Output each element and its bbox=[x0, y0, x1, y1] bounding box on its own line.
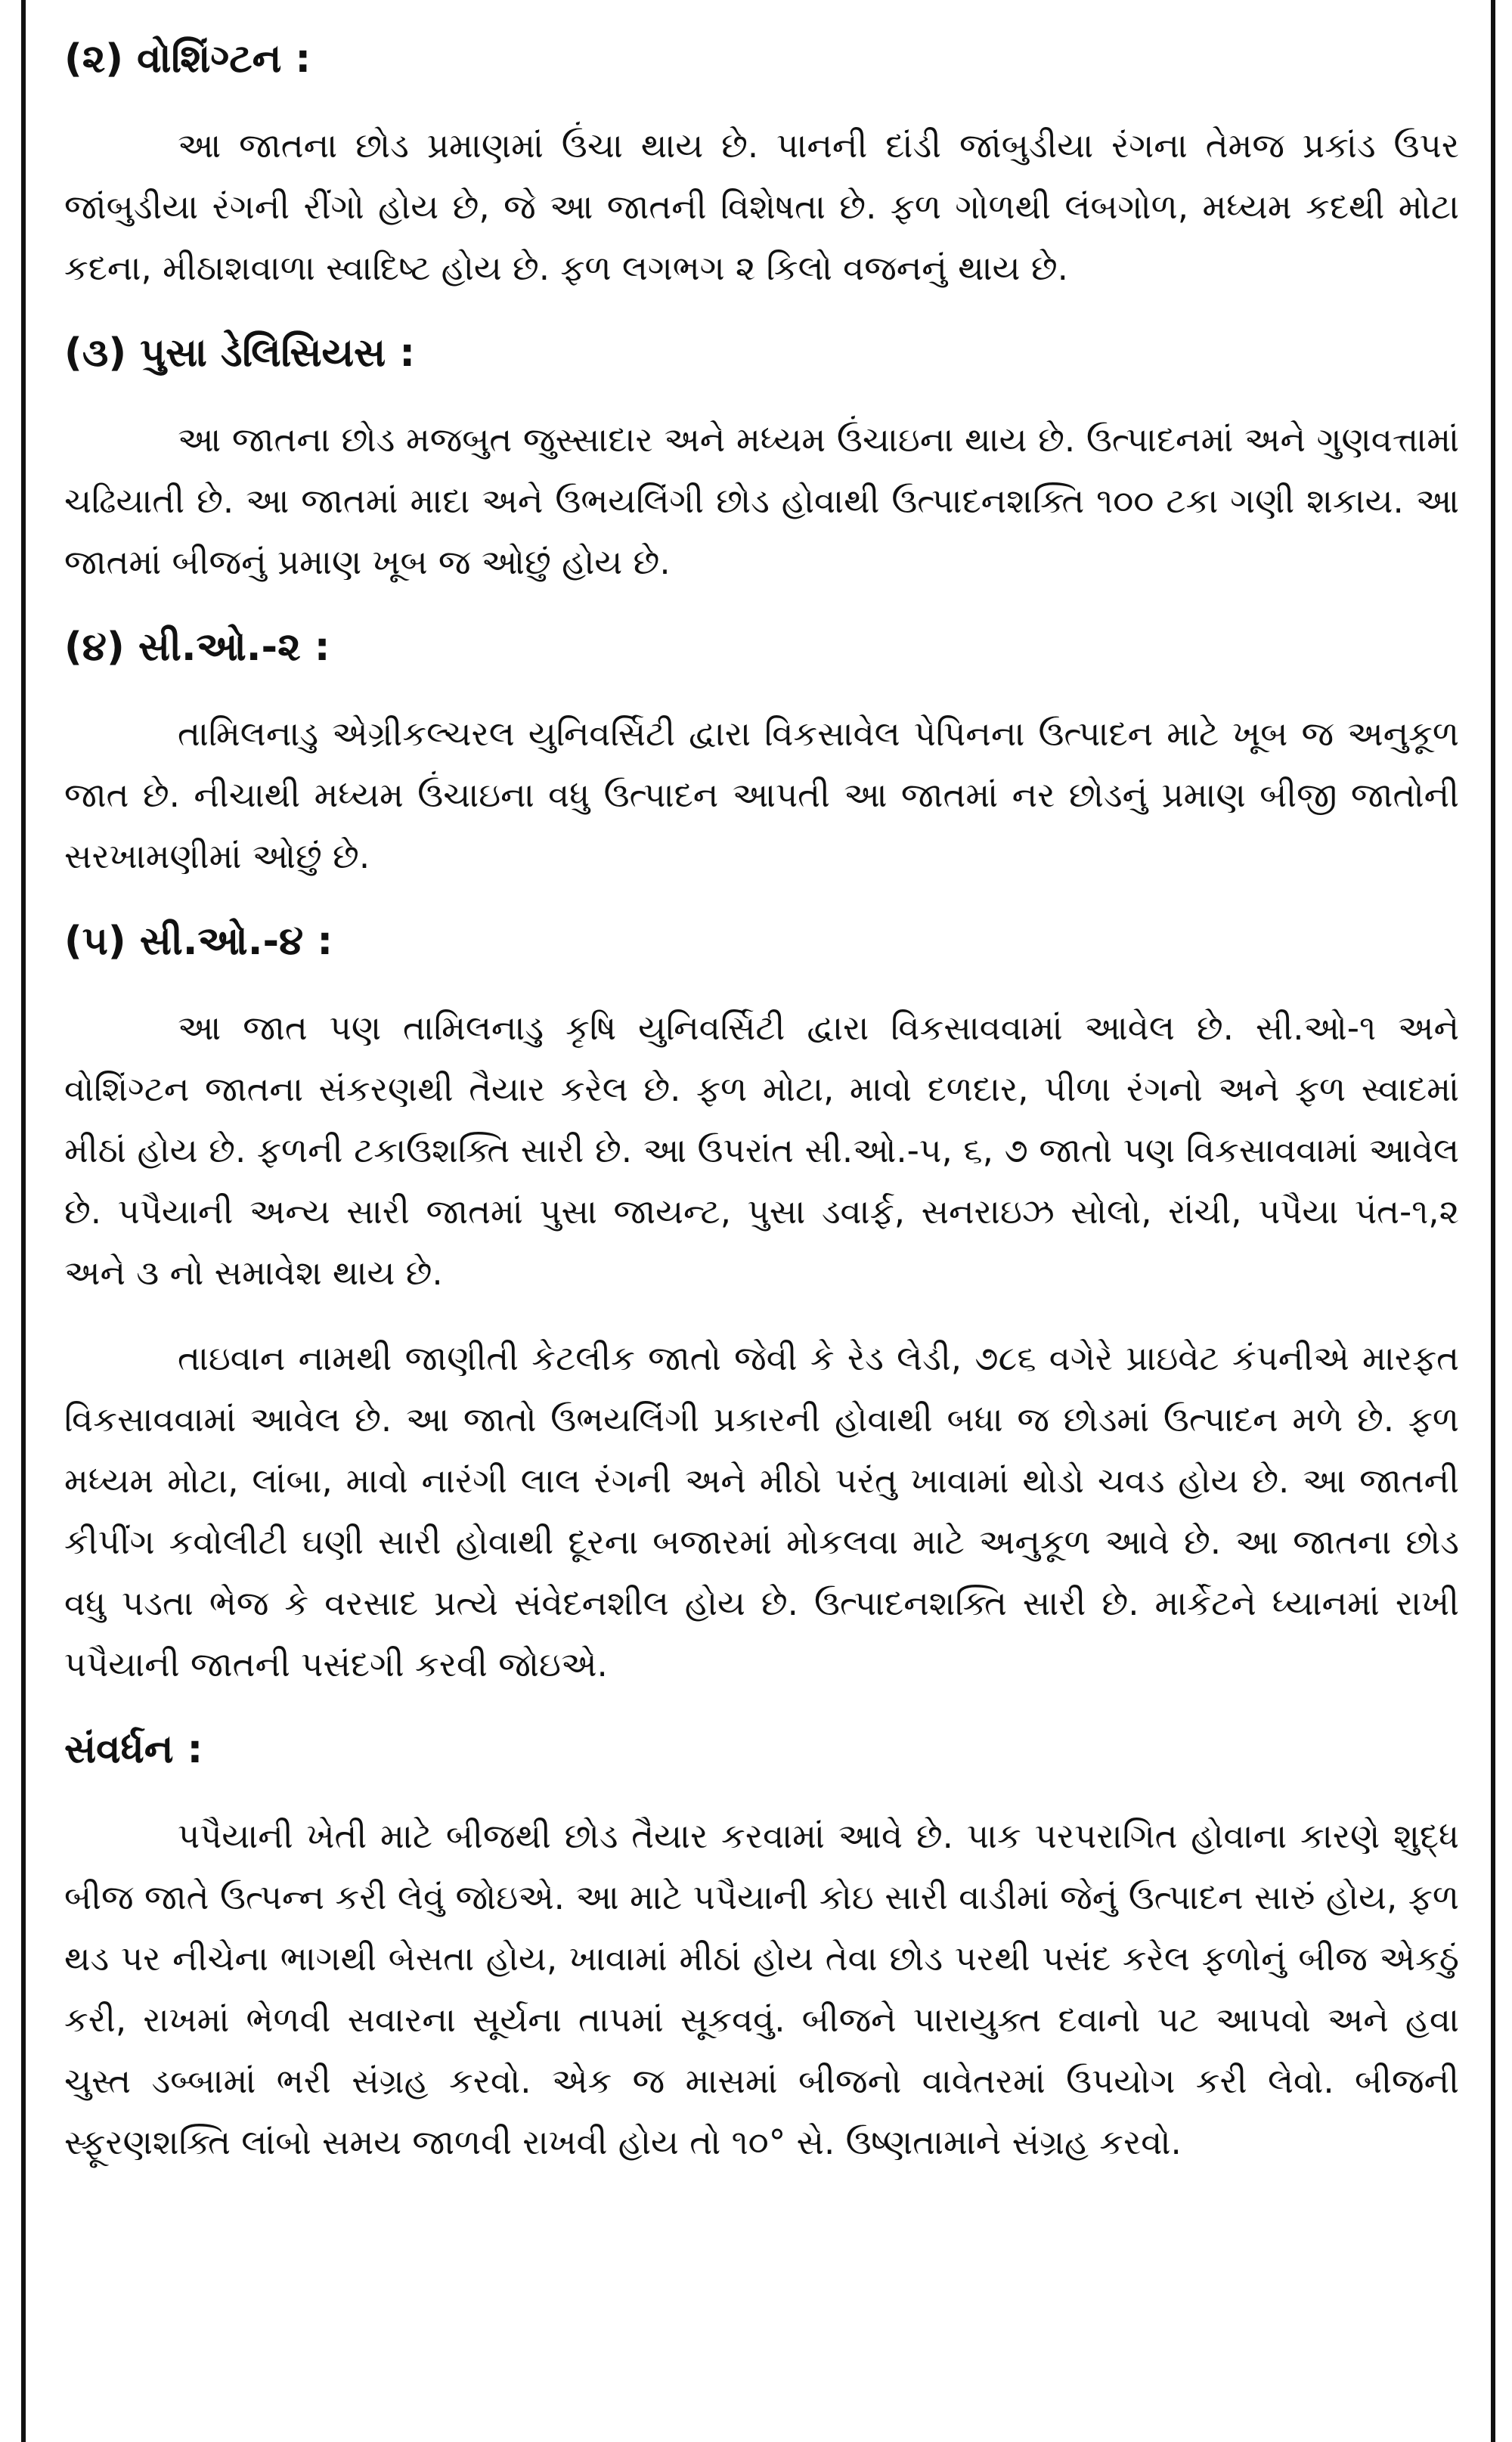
section-paragraph: આ જાતના છોડ મજબુત જુસ્સાદાર અને મધ્યમ ઉંચાઇના થાય છે. ઉત્પાદનમાં અને ગુણવત્તામાં ચઢિયાતી છે. આ જાતમાં માદા અને ઉભયલિંગી છોડ હોવાથી ઉત્પાદનશક્તિ ૧૦૦ ટકા ગણી શકાય. આ જાતમાં બીજનું પ્રમાણ ખૂબ જ ઓછું હોય છે. bbox=[64, 420, 1459, 582]
section-heading: સંવર્ધન : bbox=[64, 1727, 203, 1772]
section-co-4 bbox=[64, 911, 1459, 1695]
section-heading: (૨) વોશિંગ્ટન : bbox=[64, 36, 311, 82]
section-pusa-delicious bbox=[64, 323, 1459, 593]
section-paragraph: પપૈયાની ખેતી માટે બીજથી છોડ તૈયાર કરવામાં આવે છે. પાક પરપરાગિત હોવાના કારણે શુદ્ધ બીજ જાતે ઉત્પન્ન કરી લેવું જોઇએ. આ માટે પપૈયાની કોઇ સારી વાડીમાં જેનું ઉત્પાદન સારું હોય, ફળ થડ પર નીચેના ભાગથી બેસતા હોય, ખાવામાં મીઠાં હોય તેવા છોડ પરથી પસંદ કરેલ ફળોનું બીજ એકઠું કરી, રાખમાં ભેળવી સવારના સૂર્યના તાપમાં સૂકવવું. બીજને પારાયુક્ત દવાનો પટ આપવો અને હવા ચુસ્ત ડબ્બામાં ભરી સંગ્રહ કરવો. એક જ માસમાં બીજનો વાવેતરમાં ઉપયોગ કરી લેવો. બીજની સ્ફૂરણશક્તિ લાંબો સમય જાળવી રાખવી હોય તો ૧૦° સે. ઉષ્ણતામાને સંગ્રહ કરવો. bbox=[64, 1816, 1459, 2162]
section-co-2 bbox=[64, 617, 1459, 887]
section-heading: (૩) પુસા ડેલિસિયસ : bbox=[64, 330, 416, 376]
section-paragraph: તાઇવાન નામથી જાણીતી કેટલીક જાતો જેવી કે રેડ લેડી, ૭૮૬ વગેરે પ્રાઇવેટ કંપનીએ મારફત વિકસાવવામાં આવેલ છે. આ જાતો ઉભયલિંગી પ્રકારની હોવાથી બધા જ છોડમાં ઉત્પાદન મળે છે. ફળ મધ્યમ મોટા, લાંબા, માવો નારંગી લાલ રંગની અને મીઠો પરંતુ ખાવામાં થોડો ચવડ હોય છે. આ જાતની કીપીંગ કવોલીટી ઘણી સારી હોવાથી દૂરના બજારમાં મોકલવા માટે અનુકૂળ આવે છે. આ જાતના છોડ વધુ પડતા ભેજ કે વરસાદ પ્રત્યે સંવેદનશીલ હોય છે. ઉત્પાદનશક્તિ સારી છે. માર્કેટને ધ્યાનમાં રાખી પપૈયાની જાતની પસંદગી કરવી જોઇએ. bbox=[64, 1338, 1459, 1684]
document-body bbox=[64, 29, 1459, 2197]
section-paragraph: તામિલનાડુ એગ્રીકલ્ચરલ યુનિવર્સિટી દ્વારા વિકસાવેલ પેપિનના ઉત્પાદન માટે ખૂબ જ અનુકૂળ જાત છે. નીચાથી મધ્યમ ઉંચાઇના વધુ ઉત્પાદન આપતી આ જાતમાં નર છોડનું પ્રમાણ બીજી જાતોની સરખામણીમાં ઓછું છે. bbox=[64, 714, 1459, 876]
section-paragraph: આ જાત પણ તામિલનાડુ કૃષિ યુનિવર્સિટી દ્વારા વિકસાવવામાં આવેલ છે. સી.ઓ-૧ અને વોશિંગ્ટન જાતના સંકરણથી તૈયાર કરેલ છે. ફળ મોટા, માવો દળદાર, પીળા રંગનો અને ફળ સ્વાદમાં મીઠાં હોય છે. ફળની ટકાઉશક્તિ સારી છે. આ ઉપરાંત સી.ઓ.-૫, ૬, ૭ જાતો પણ વિકસાવવામાં આવેલ છે. પપૈયાની અન્ય સારી જાતમાં પુસા જાયન્ટ, પુસા ડવાર્ફ, સનરાઇઝ સોલો, રાંચી, પપૈયા પંત-૧,૨ અને ૩ નો સમાવેશ થાય છે. bbox=[64, 1008, 1459, 1293]
section-washington bbox=[64, 29, 1459, 299]
section-heading: (૪) સી.ઓ.-૨ : bbox=[64, 624, 330, 670]
section-heading: (૫) સી.ઓ.-૪ : bbox=[64, 919, 333, 964]
section-propagation bbox=[64, 1719, 1459, 2173]
section-paragraph: આ જાતના છોડ પ્રમાણમાં ઉંચા થાય છે. પાનની દાંડી જાંબુડીયા રંગના તેમજ પ્રકાંડ ઉપર જાંબુડીયા રંગની રીંગો હોય છે, જે આ જાતની વિશેષતા છે. ફળ ગોળથી લંબગોળ, મધ્યમ કદથી મોટા કદના, મીઠાશવાળા સ્વાદિષ્ટ હોય છે. ફળ લગભગ ૨ કિલો વજનનું થાય છે. bbox=[64, 126, 1459, 288]
